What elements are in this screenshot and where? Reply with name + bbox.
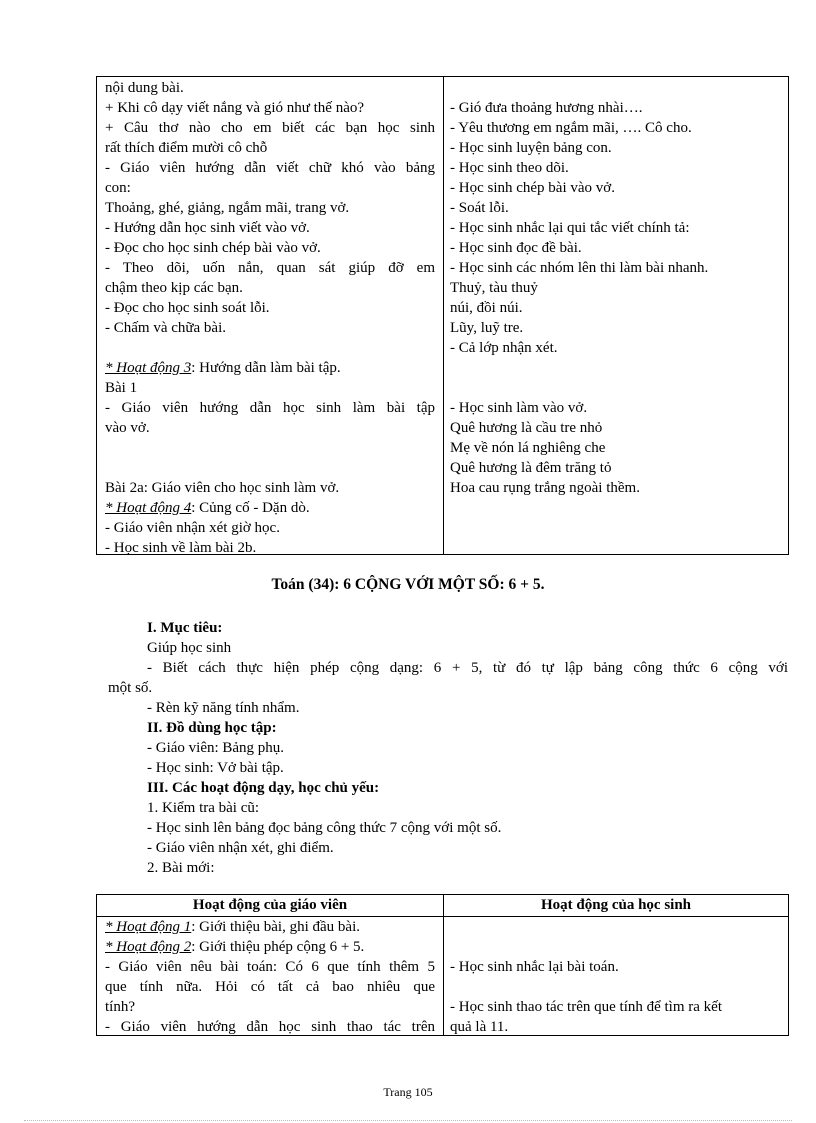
activity-4-line <box>105 498 435 518</box>
page-bottom-divider <box>24 1120 792 1121</box>
student-line: - Học sinh các nhóm lên thi làm bài nhanh. <box>450 260 709 276</box>
blank-line <box>450 917 782 937</box>
body-line: - Rèn kỹ năng tính nhẩm. <box>147 700 300 716</box>
student-line: Lũy, luỹ tre. <box>450 320 524 336</box>
student-line: - Yêu thương em ngắm mãi, …. Cô cho. <box>450 120 692 136</box>
body-line: - Học sinh: Vở bài tập. <box>147 760 284 776</box>
teacher-line: - Giáo viên hướng dẫn viết chữ khó vào bảng <box>105 160 435 176</box>
student-line: quả là 11. <box>450 1019 509 1035</box>
student-line: núi, đồi núi. <box>450 300 523 316</box>
activity-2-text: : Giới thiệu phép cộng 6 + 5. <box>191 939 365 955</box>
teacher-line: - Giáo viên hướng dẫn học sinh thao tác trên <box>105 1019 435 1035</box>
blank-line <box>450 358 782 378</box>
blank-line <box>450 937 782 957</box>
student-line: - Học sinh luyện bảng con. <box>450 140 612 156</box>
section-heading-activities: III. Các hoạt động dạy, học chủ yếu: <box>147 780 380 796</box>
blank-line <box>105 438 435 458</box>
teacher-line: chậm theo kịp các bạn. <box>105 280 243 296</box>
student-line: - Cả lớp nhận xét. <box>450 340 558 356</box>
student-line: - Học sinh đọc đề bài. <box>450 240 582 256</box>
teacher-line: - Giáo viên hướng dẫn học sinh làm bài tập <box>105 400 435 416</box>
header-teacher: Hoạt động của giáo viên <box>97 895 444 916</box>
teacher-line: - Giáo viên nêu bài toán: Có 6 que tính thêm 5 <box>105 959 435 975</box>
header-student: Hoạt động của học sinh <box>540 897 692 913</box>
teacher-column <box>97 917 444 1036</box>
student-line: - Học sinh làm vào vở. <box>450 400 588 416</box>
blank-line <box>105 338 435 358</box>
teacher-line: nội dung bài. <box>105 80 184 96</box>
body-line: - Biết cách thực hiện phép cộng dạng: 6 + 5, từ đó tự lập bảng công thức 6 cộng với <box>147 660 788 676</box>
teacher-line: Bài 2a: Giáo viên cho học sinh làm vở. <box>105 480 340 496</box>
bottom-activity-table <box>96 894 789 1036</box>
teacher-line: con: <box>105 180 131 196</box>
activity-3-line <box>105 358 435 378</box>
activity-2-label: * Hoạt động 2 <box>105 939 192 955</box>
teacher-line: Bài 1 <box>105 380 138 396</box>
student-line: Thuỷ, tàu thuỷ <box>450 280 538 296</box>
blank-line <box>450 78 782 98</box>
poem-line: Hoa cau rụng trắng ngoài thềm. <box>450 480 640 496</box>
teacher-line: - Chấm và chữa bài. <box>105 320 227 336</box>
teacher-line: tính? <box>105 999 135 1015</box>
body-line: - Giáo viên: Bảng phụ. <box>147 740 285 756</box>
teacher-line: - Theo dõi, uốn nắn, quan sát giúp đỡ em <box>105 260 435 276</box>
student-line: - Học sinh chép bài vào vở. <box>450 180 615 196</box>
teacher-line: + Khi cô dạy viết nắng và gió như thế nào? <box>105 100 365 116</box>
body-line: - Giáo viên nhận xét, ghi điểm. <box>147 840 334 856</box>
teacher-line: que tính nữa. Hỏi có tất cả bao nhiêu que <box>105 979 435 995</box>
teacher-line: - Đọc cho học sinh soát lỗi. <box>105 300 270 316</box>
body-line: 1. Kiểm tra bài cũ: <box>147 800 260 816</box>
student-line: - Học sinh theo dõi. <box>450 160 569 176</box>
poem-line: Quê hương là cầu tre nhỏ <box>450 420 603 436</box>
blank-line <box>105 458 435 478</box>
table-header-row <box>97 895 788 917</box>
section-heading-materials: II. Đồ dùng học tập: <box>147 720 277 736</box>
student-line: - Học sinh thao tác trên que tính để tìm ra kết <box>450 999 722 1015</box>
teacher-column <box>97 77 444 554</box>
poem-line: Mẹ về nón lá nghiêng che <box>450 440 606 456</box>
teacher-line: - Học sinh về làm bài 2b. <box>105 540 257 556</box>
student-column <box>444 77 788 554</box>
blank-line <box>450 977 782 997</box>
activity-3-label: * Hoạt động 3 <box>105 360 192 376</box>
activity-2-line <box>105 937 435 957</box>
body-line: một số. <box>108 680 153 696</box>
activity-1-line <box>105 917 435 937</box>
lesson-body <box>108 618 788 878</box>
teacher-line: + Câu thơ nào cho em biết các bạn học sinh <box>105 120 435 136</box>
section-heading-objectives: I. Mục tiêu: <box>147 620 223 636</box>
student-line: - Học sinh nhắc lại qui tắc viết chính tả: <box>450 220 690 236</box>
activity-1-label: * Hoạt động 1 <box>105 919 192 935</box>
body-line: Giúp học sinh <box>147 640 232 656</box>
activity-4-text: : Củng cố - Dặn dò. <box>191 500 310 516</box>
teacher-line: rất thích điểm mười cô chỗ <box>105 140 268 156</box>
teacher-line: - Hướng dẫn học sinh viết vào vở. <box>105 220 310 236</box>
top-activity-table <box>96 76 789 555</box>
activity-3-text: : Hướng dẫn làm bài tập. <box>191 360 341 376</box>
student-line: - Soát lỗi. <box>450 200 509 216</box>
student-line: - Học sinh nhắc lại bài toán. <box>450 959 619 975</box>
teacher-line: vào vở. <box>105 420 150 436</box>
table-body-row <box>97 917 788 1036</box>
student-column <box>444 917 788 1036</box>
student-line: - Gió đưa thoảng hương nhài…. <box>450 100 643 116</box>
teacher-line: Thoảng, ghé, giảng, ngắm mãi, trang vở. <box>105 200 350 216</box>
poem-line: Quê hương là đêm trăng tỏ <box>450 460 612 476</box>
body-line: - Học sinh lên bảng đọc bảng công thức 7 cộng với một số. <box>147 820 502 836</box>
activity-4-label: * Hoạt động 4 <box>105 500 192 516</box>
blank-line <box>450 378 782 398</box>
teacher-line: - Đọc cho học sinh chép bài vào vở. <box>105 240 321 256</box>
page-number: Trang 105 <box>383 1085 433 1099</box>
activity-1-text: : Giới thiệu bài, ghi đầu bài. <box>191 919 360 935</box>
lesson-title: Toán (34): 6 CỘNG VỚI MỘT SỐ: 6 + 5. <box>271 576 545 593</box>
teacher-line: - Giáo viên nhận xét giờ học. <box>105 520 280 536</box>
body-line: 2. Bài mới: <box>147 860 215 876</box>
